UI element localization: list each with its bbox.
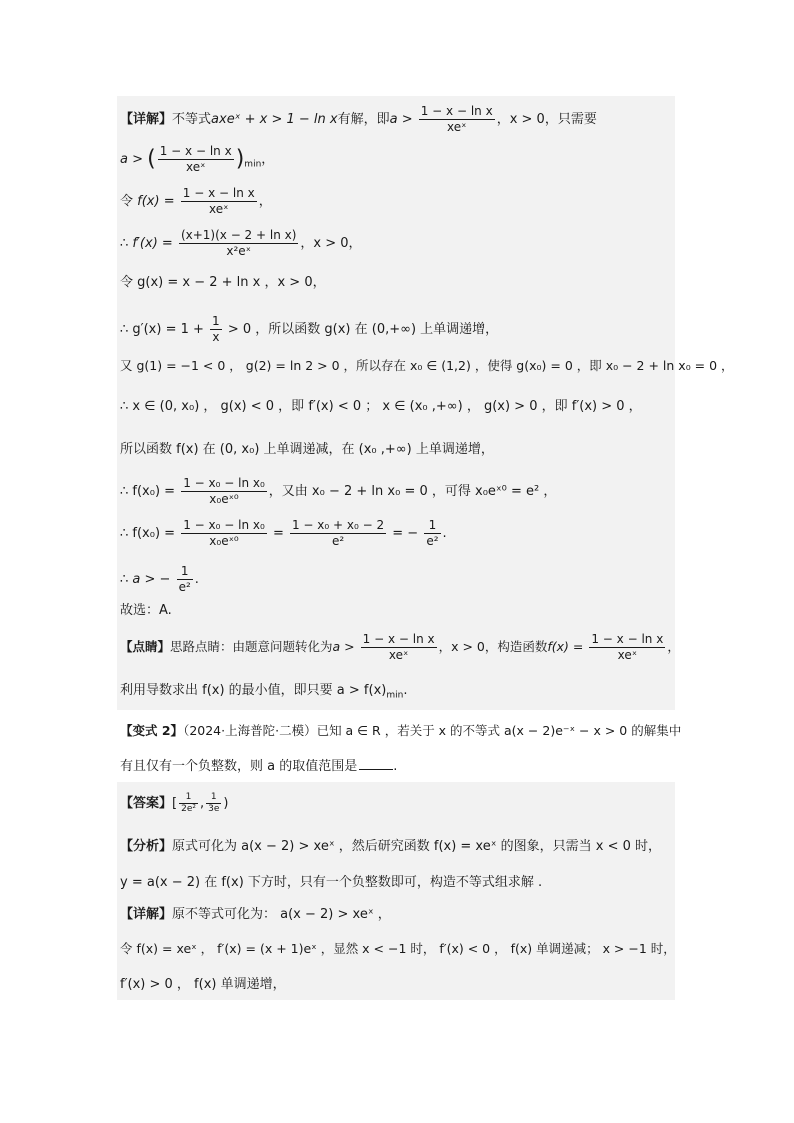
fraction: $\frac{\text{1 − x − ln x}}{\text{xeˣ}}$ bbox=[182, 186, 255, 216]
detail2-line-2: 令 f(x) = xeˣ ， f′(x) = (x + 1)eˣ ，显然 x < −1 时， f′(x) < 0 ， f(x) 单调递减； x > −1 时， bbox=[120, 941, 676, 956]
fraction: $\frac{1}{\text{e²}}$ bbox=[426, 518, 439, 548]
fraction: $\frac{\text{1 − x − ln x}}{\text{xeˣ}}$ bbox=[591, 632, 664, 662]
detail-line-13: 故选：A. bbox=[120, 603, 172, 618]
detail-line-7: 又 g(1) = −1 < 0 ， g(2) = ln 2 > 0 ，所以存在 x₀ ∈ (1,2) ，使得 g(x₀) = 0 ，即 x₀ − 2 + ln x₀ = 0 ， bbox=[120, 358, 734, 373]
detail2-line-3: f′(x) > 0 ， f(x) 单调递增， bbox=[120, 977, 286, 992]
fraction: $\frac{\text{1 − x₀ − ln x₀}}{\text{x₀eˣ⁰}}$ bbox=[183, 476, 265, 506]
detail-line-10: ∴ f(x₀) = $\frac{\text{1 − x₀ − ln x₀}}{\text{x₀eˣ⁰}}$ ，又由 x₀ − 2 + ln x₀ = 0 ，可得 x₀eˣ⁰ = e² ， bbox=[120, 476, 557, 506]
detail2-label: 【详解】 bbox=[120, 907, 173, 922]
answer-line: 【答案】[ $\frac{1}{\text{2e²}}$ , $\frac{1}{3e}$ ) bbox=[120, 792, 229, 814]
detail-line-11: ∴ f(x₀) = $\frac{\text{1 − x₀ − ln x₀}}{\text{x₀eˣ⁰}}$ = $\frac{\text{1 − x₀ + x₀ − 2}}{\text{e²}}$ = − $\frac{1}{\text{e²}}$ . bbox=[120, 518, 447, 548]
detail-line-1: 【详解】不等式axeˣ + x > 1 − ln x有解，即a > $\frac{\text{1 − x − ln x}}{\text{xeˣ}}$ ，x > 0，只需要 bbox=[120, 104, 597, 134]
fraction: $\frac{\text{(x+1)(x − 2 + ln x)}}{\text{x²eˣ}}$ bbox=[180, 228, 297, 258]
detail-label: 【详解】 bbox=[120, 112, 173, 127]
fraction: $\frac{\text{1 − x − ln x}}{\text{xeˣ}}$ bbox=[159, 144, 232, 174]
detail-line-15: 利用导数求出 f(x) 的最小值，即只要 $a > f(x)_{min}$. bbox=[120, 683, 408, 701]
answer-blank bbox=[359, 769, 393, 770]
fraction: $\frac{1}{3e}$ bbox=[208, 792, 220, 814]
detail-line-5: 令 g(x) = x − 2 + ln x ，x > 0， bbox=[120, 275, 326, 290]
detail2-line-1: 【详解】原不等式可化为： a(x − 2) > xeˣ ， bbox=[120, 907, 391, 922]
fraction: $\frac{\text{1 − x − ln x}}{\text{xeˣ}}$ bbox=[420, 104, 493, 134]
fraction: $\frac{1}{\text{2e²}}$ bbox=[181, 792, 196, 814]
analysis-line-1: 【分析】原式可化为 a(x − 2) > xeˣ ，然后研究函数 f(x) = xeˣ 的图象，只需当 x < 0 时， bbox=[120, 839, 662, 854]
tip-label: 【点睛】 bbox=[120, 639, 171, 654]
fraction: $\frac{\text{1 − x₀ − ln x₀}}{\text{x₀eˣ⁰}}$ bbox=[183, 518, 265, 548]
detail-line-4: ∴ f′(x) = $\frac{\text{(x+1)(x − 2 + ln x)}}{\text{x²eˣ}}$ ，x > 0， bbox=[120, 228, 362, 258]
variant-title-line: 【变式 2】（2024·上海普陀·二模）已知 a ∈ R ，若关于 x 的不等式 a(x − 2)e⁻ˣ − x > 0 的解集中 bbox=[120, 723, 682, 738]
detail-line-6: ∴ g′(x) = 1 + $\frac{1}{x}$ > 0 ，所以函数 g(x) 在 (0,+∞) 上单调递增， bbox=[120, 314, 499, 344]
analysis-label: 【分析】 bbox=[120, 839, 173, 854]
fraction: $\frac{\text{1 − x − ln x}}{\text{xeˣ}}$ bbox=[362, 632, 435, 662]
detail-line-2: a > ( $\frac{\text{1 − x − ln x}}{\text{xeˣ}}$ )$_{min}$， bbox=[120, 144, 275, 174]
variant-line-2: 有且仅有一个负整数，则 a 的取值范围是 . bbox=[120, 759, 398, 774]
detail-line-9: 所以函数 f(x) 在 (0, x₀) 上单调递减，在 (x₀ ,+∞) 上单调递增， bbox=[120, 442, 494, 457]
fraction: $\frac{1}{x}$ bbox=[212, 314, 220, 344]
fraction: $\frac{\text{1 − x₀ + x₀ − 2}}{\text{e²}}$ bbox=[291, 518, 385, 548]
fraction: $\frac{1}{\text{e²}}$ bbox=[178, 564, 191, 594]
detail-line-8: ∴ x ∈ (0, x₀) ， g(x) < 0 ，即 f′(x) < 0 ； x ∈ (x₀ ,+∞) ， g(x) > 0 ，即 f′(x) > 0 ， bbox=[120, 399, 642, 414]
detail-line-14: 【点睛】思路点睛：由题意问题转化为a > $\frac{\text{1 − x − ln x}}{\text{xeˣ}}$ ，x > 0，构造函数f(x) = $\frac{\text{1 − x − ln x}}{\text{xeˣ}}$ ， bbox=[120, 632, 680, 662]
detail-line-12: ∴ a > − $\frac{1}{\text{e²}}$ . bbox=[120, 564, 199, 594]
answer-label: 【答案】 bbox=[120, 796, 173, 811]
variant-label: 【变式 2】 bbox=[120, 723, 184, 738]
analysis-line-2: y = a(x − 2) 在 f(x) 下方时，只有一个负整数即可，构造不等式组求解 . bbox=[120, 875, 543, 890]
detail-line-3: 令 f(x) = $\frac{\text{1 − x − ln x}}{\text{xeˣ}}$ ， bbox=[120, 186, 272, 216]
